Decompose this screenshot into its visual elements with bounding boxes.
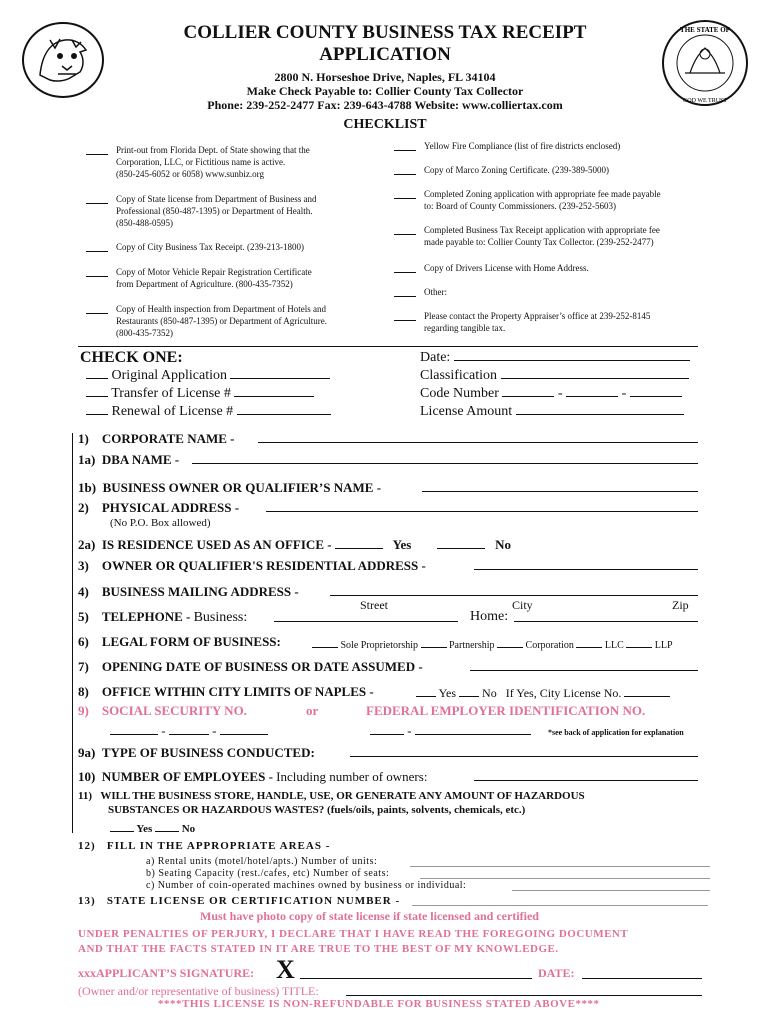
machines-field[interactable] — [512, 890, 710, 891]
employees-field[interactable] — [474, 780, 698, 781]
option-transfer[interactable]: Transfer of License # — [86, 386, 314, 402]
check-blank[interactable] — [86, 241, 108, 252]
corporate-name-field[interactable] — [258, 442, 698, 443]
item-9: 9) SOCIAL SECURITY NO. — [78, 703, 247, 718]
dba-name-field[interactable] — [192, 463, 698, 464]
checklist-item: Copy of City Business Tax Receipt. (239-213-1800) — [86, 241, 356, 253]
item-10: 10) NUMBER OF EMPLOYEES - Including number of owners: — [78, 769, 428, 784]
item-13: 13) STATE LICENSE OR CERTIFICATION NUMBER - — [78, 895, 401, 907]
naples-options: Yes No If Yes, City License No. — [416, 686, 670, 701]
form-title-line2: APPLICATION — [319, 44, 451, 65]
classification-field[interactable]: Classification — [420, 368, 689, 384]
naples-no-blank[interactable] — [459, 686, 479, 697]
state-license-note: Must have photo copy of state license if state licensed and certified — [200, 909, 539, 923]
checklist-item: Copy of Drivers License with Home Address. — [394, 262, 714, 274]
checklist-item: Yellow Fire Compliance (list of fire districts enclosed) — [394, 140, 714, 152]
item-2a: 2a) IS RESIDENCE USED AS AN OFFICE - Yes No — [78, 537, 511, 552]
legal-form-options: Sole Proprietorship Partnership Corporation LLC LLP — [312, 637, 673, 651]
po-box-note: (No P.O. Box allowed) — [110, 517, 211, 529]
check-blank[interactable] — [394, 224, 416, 235]
checklist-item: Copy of Motor Vehicle Repair Registration Certificate from Department of Agriculture. (800-435-7352) — [86, 266, 356, 290]
checklist-title: CHECKLIST — [343, 117, 427, 132]
checklist-item: Copy of Marco Zoning Certificate. (239-389-5000) — [394, 164, 714, 176]
title-label: (Owner and/or representative of business) TITLE: — [78, 984, 319, 998]
option-renewal[interactable]: Renewal of License # — [86, 404, 331, 420]
item-12: 12) FILL IN THE APPROPRIATE AREAS - — [78, 840, 331, 852]
option-original[interactable]: Original Application — [86, 368, 330, 384]
check-blank[interactable] — [86, 193, 108, 204]
llp-blank[interactable] — [626, 637, 652, 648]
corporation-blank[interactable] — [497, 637, 523, 648]
check-blank[interactable] — [394, 310, 416, 321]
check-blank[interactable] — [86, 144, 108, 155]
item-3: 3) OWNER OR QUALIFIER'S RESIDENTIAL ADDRESS - — [78, 558, 426, 573]
or-label: or — [306, 703, 319, 718]
explanation-note: *see back of application for explanation — [548, 728, 684, 737]
checklist-item: Completed Business Tax Receipt application with appropriate fee made payable to: Collier County Tax Collector. (239-252-2477) — [394, 224, 714, 248]
checklist-item: Copy of State license from Department of Business and Professional (850-487-1395) or Department of Health. (850-488-0595) — [86, 193, 356, 229]
signature-date-label: DATE: — [538, 966, 575, 980]
item-9a: 9a) TYPE OF BUSINESS CONDUCTED: — [78, 745, 315, 760]
rental-units-field[interactable] — [410, 866, 710, 867]
residence-yes-blank[interactable] — [335, 538, 383, 549]
hazard-no-blank[interactable] — [155, 821, 179, 832]
residential-address-field[interactable] — [474, 569, 698, 570]
checklist-item: Completed Zoning application with appropriate fee made payable to: Board of County Commissioners. (239-252-5603) — [394, 188, 714, 212]
owner-name-field[interactable] — [422, 491, 698, 492]
street-label: Street — [360, 598, 388, 612]
check-blank[interactable] — [394, 164, 416, 175]
check-blank[interactable] — [394, 140, 416, 151]
item-1b: 1b) BUSINESS OWNER OR QUALIFIER’S NAME - — [78, 480, 382, 495]
partnership-blank[interactable] — [421, 637, 447, 648]
opening-date-field[interactable] — [470, 670, 698, 671]
contact-info: Phone: 239-252-2477 Fax: 239-643-4788 Website: www.colliertax.com — [207, 98, 563, 112]
rental-units-label: a) Rental units (motel/hotel/apts.) Number of units: — [146, 856, 378, 867]
home-phone-field[interactable] — [514, 621, 698, 622]
left-margin-rule — [72, 433, 73, 833]
check-blank[interactable] — [394, 188, 416, 199]
item-7: 7) OPENING DATE OF BUSINESS OR DATE ASSUMED - — [78, 659, 423, 674]
item-11-line2: SUBSTANCES OR HAZARDOUS WASTES? (fuels/oils, paints, solvents, chemicals, etc.) — [108, 804, 526, 816]
code-number-field[interactable]: Code Number - - — [420, 386, 682, 402]
fein-field[interactable]: - — [370, 723, 531, 739]
physical-address-field[interactable] — [266, 511, 698, 512]
signature-date-field[interactable] — [582, 978, 702, 979]
seating-label: b) Seating Capacity (rest./cafes, etc) Number of seats: — [146, 868, 390, 879]
signature-label: xxxAPPLICANT’S SIGNATURE: — [78, 966, 255, 980]
check-blank[interactable] — [394, 262, 416, 273]
checklist-item: Please contact the Property Appraiser’s office at 239-252-8145 regarding tangible tax. — [394, 310, 714, 334]
item-4: 4) BUSINESS MAILING ADDRESS - — [78, 584, 299, 599]
hazard-yes-blank[interactable] — [110, 821, 134, 832]
svg-text:THE STATE OF: THE STATE OF — [680, 26, 730, 34]
machines-label: c) Number of coin-operated machines owned by business or individual: — [146, 880, 467, 891]
seating-field[interactable] — [420, 878, 710, 879]
home-label: Home: — [470, 609, 509, 624]
payable-note: Make Check Payable to: Collier County Tax Collector — [246, 84, 524, 98]
date-field[interactable]: Date: — [420, 350, 690, 366]
license-amount-field[interactable]: License Amount — [420, 404, 684, 420]
check-one-title: CHECK ONE: — [80, 349, 183, 366]
item-5: 5) TELEPHONE - Business: — [78, 609, 248, 625]
divider — [78, 346, 698, 347]
signature-field[interactable] — [300, 978, 532, 979]
nonrefundable-note: ****THIS LICENSE IS NON-REFUNDABLE FOR BUSINESS STATED ABOVE**** — [158, 998, 600, 1010]
form-title-line1: COLLIER COUNTY BUSINESS TAX RECEIPT — [183, 22, 587, 43]
perjury-line1: UNDER PENALTIES OF PERJURY, I DECLARE THAT I HAVE READ THE FOREGOING DOCUMENT — [78, 928, 629, 940]
hazard-options: Yes No — [110, 821, 195, 835]
checklist-item: Print-out from Florida Dept. of State showing that the Corporation, LLC, or Fictitious name is active. (850-245-6052 or 6058) www.sunbiz.org — [86, 144, 356, 180]
residence-no-blank[interactable] — [437, 538, 485, 549]
item-6: 6) LEGAL FORM OF BUSINESS: — [78, 634, 281, 649]
sole-prop-blank[interactable] — [312, 637, 338, 648]
check-blank[interactable] — [86, 266, 108, 277]
city-label: City — [512, 598, 533, 612]
city-license-field[interactable] — [624, 686, 670, 697]
x-mark: X — [276, 955, 295, 984]
item-2: 2) PHYSICAL ADDRESS - — [78, 500, 240, 515]
state-license-field[interactable] — [412, 905, 708, 906]
business-type-field[interactable] — [350, 756, 698, 757]
fein-label: FEDERAL EMPLOYER IDENTIFICATION NO. — [366, 703, 646, 718]
item-8: 8) OFFICE WITHIN CITY LIMITS OF NAPLES - — [78, 684, 374, 699]
mailing-address-field[interactable] — [330, 595, 698, 596]
ssn-field[interactable]: - - — [110, 723, 268, 739]
item-1a: 1a) DBA NAME - — [78, 452, 180, 467]
item-11: 11) WILL THE BUSINESS STORE, HANDLE, USE, OR GENERATE ANY AMOUNT OF HAZARDOUS — [78, 790, 585, 802]
office-address: 2800 N. Horseshoe Drive, Naples, FL 34104 — [274, 70, 496, 84]
checklist-item: Other: — [394, 286, 714, 298]
svg-text:GOD WE TRUST: GOD WE TRUST — [682, 98, 728, 104]
item-1: 1) CORPORATE NAME - — [78, 431, 235, 446]
zip-label: Zip — [672, 598, 689, 612]
title-field[interactable] — [346, 995, 702, 996]
business-phone-field[interactable] — [274, 621, 458, 622]
check-blank[interactable] — [86, 303, 108, 314]
check-blank[interactable] — [394, 286, 416, 297]
llc-blank[interactable] — [576, 637, 602, 648]
naples-yes-blank[interactable] — [416, 686, 436, 697]
perjury-line2: AND THAT THE FACTS STATED IN IT ARE TRUE TO THE BEST OF MY KNOWLEDGE. — [78, 943, 559, 955]
checklist-item: Copy of Health inspection from Department of Hotels and Restaurants (850-487-1395) or Department of Agriculture. (800-435-7352) — [86, 303, 356, 339]
